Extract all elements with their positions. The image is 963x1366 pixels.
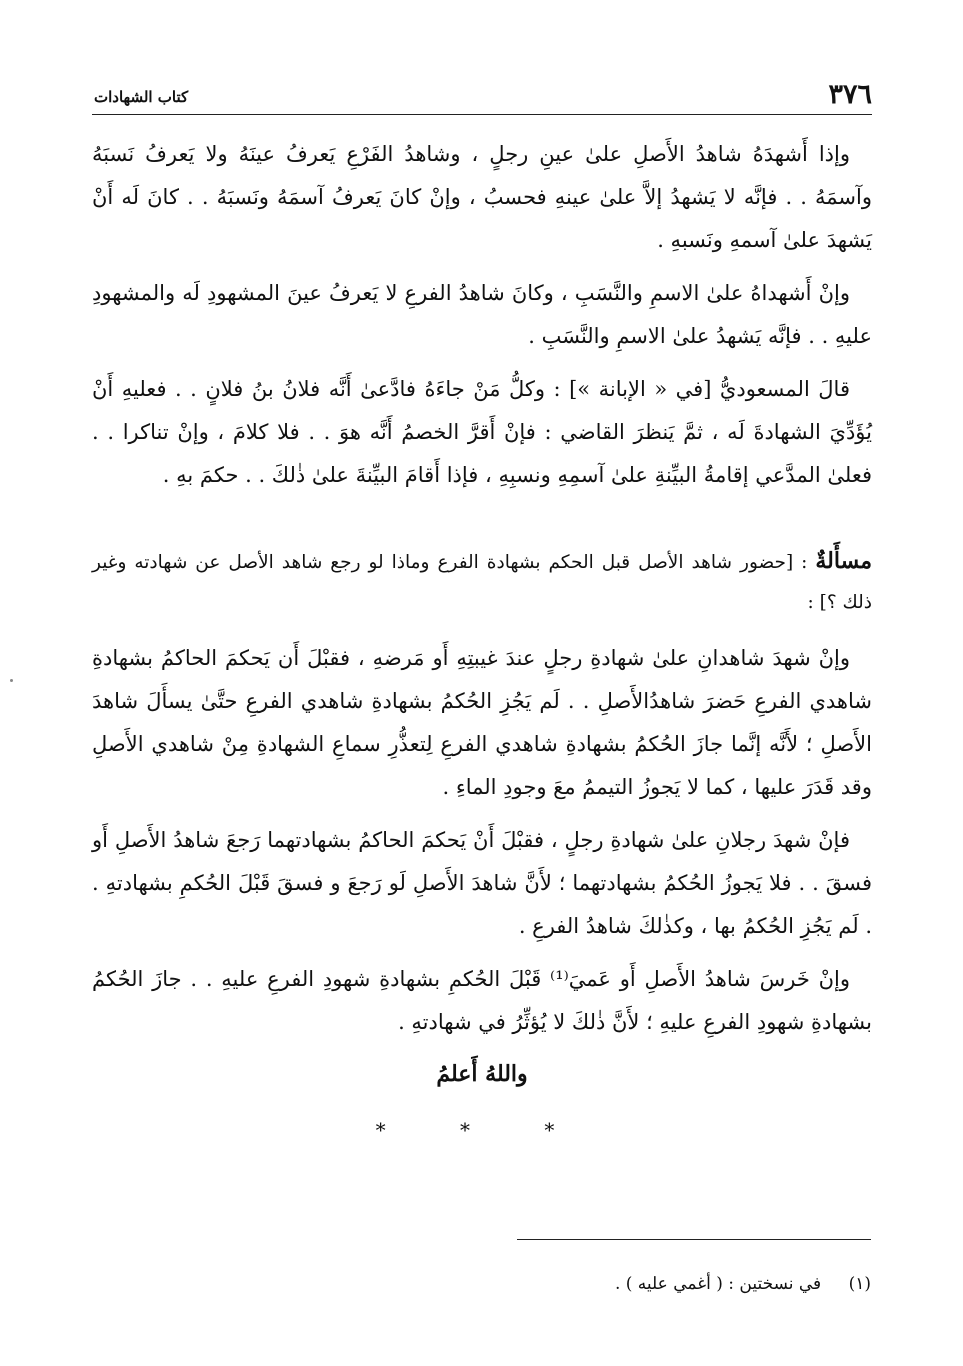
closing-formula: واللهُ أَعلمُ (436, 1061, 528, 1087)
margin-mark (10, 679, 13, 682)
page-body (92, 133, 872, 1144)
footnote-number: (١) (848, 1274, 871, 1294)
issue-title: : [حضور شاهد الأصل قبل الحكم بشهادة الفرع وماذا لو رجع شاهد الأصل عن شهادته وغير ذلك ؟] : (92, 552, 872, 613)
running-title: كتاب الشهادات (94, 88, 189, 106)
issue-label: مسأَلةٌ (815, 548, 872, 574)
footnote (371, 1270, 871, 1298)
section-separator: * * * (375, 1118, 589, 1142)
footnote-divider (517, 1239, 871, 1240)
book-page (92, 80, 872, 1144)
paragraph-5: فإنْ شهدَ رجلانِ علىٰ شهادةِ رجلٍ ، فقبْلَ أَنْ يَحكمَ الحاكمُ بشهادتهما رَجعَ شاهدُ الأَصلِ أَو فسقَ . . فلا يَجوزُ الحُكمُ بشهادتهما ؛ لأَنَّ شاهدَ الأَصلِ لَو رَجعَ و فسقَ قَبْلَ الحُكمِ بشهادتهِ . . لَم يَجُزِ الحُكمُ بها ، وكذٰلكَ شاهدُ الفرعِ . (92, 828, 872, 938)
paragraph-4: وإنْ شهدَ شاهدانِ علىٰ شهادةِ رجلٍ عندَ غيبتِهِ أَو مَرضهِ ، فقبْلَ أَن يَحكمَ الحاكمُ بشهادةِ شاهدي الفرعِ حَضرَ شاهدُالأَصلِ . . لَم يَجُزِ الحُكمُ بشهادةِ شاهدي الفرعِ حتَّىٰ يسأَلَ شاهدَ الأَصلِ ؛ لأَنَّه إنَّما جازَ الحُكمُ بشهادةِ شاهدي الفرعِ لِتعذُّرِ سماعِ الشهادةِ مِنْ شاهدي الأَصلِ وقد قَدَرَ عليها ، كما لا يَجوزُ التيممُ معَ وجودِ الماءِ . (92, 646, 872, 799)
paragraph-1: وإذا أَشهدَهُ شاهدُ الأَصلِ علىٰ عينِ رجلٍ ، وشاهدُ الفَرْعِ يَعرفُ عينَهُ ولا يَعرفُ نَسبَهُ وآسمَهُ . . فإنَّه لا يَشهدُ إلاَّ علىٰ عينهِ فحسبُ ، وإنْ كانَ يَعرفُ آسمَهُ ونَسبَهُ . . كانَ لَه أَنْ يَشهدَ علىٰ آسمهِ ونَسبهِ . (92, 142, 872, 252)
page-header (92, 80, 872, 115)
paragraph-2: وإنْ أَشهداهُ علىٰ الاسمِ والنَّسَبِ ، وكانَ شاهدُ الفرعِ لا يَعرفُ عينَ المشهودِ لَه والمشهودِ عليهِ . . فإنَّه يَشهدُ علىٰ الاسمِ والنَّسَبِ . (92, 281, 872, 348)
footnote-text: في نسختين : ( أغمي عليه ) . (614, 1274, 822, 1294)
issue-heading (92, 541, 872, 623)
paragraph-3: قالَ المسعوديُّ [في « الإبانة »] : وكلُّ مَنْ جاءَهُ فادَّعىٰ أَنَّه فلانُ بنُ فلانٍ . . فعليهِ أَنْ يُؤَدِّيَ الشهادةَ لَه ، ثمَّ يَنظرَ القاضي : فإنْ أَقرَّ الخصمُ أَنَّه هوَ . . فلا كلامَ ، وإنْ تناكرا . . فعلىٰ المدَّعي إقامةُ البيِّنةِ علىٰ آسمِهِ ونسبِهِ ، فإذا أَقامَ البيِّنةَ علىٰ ذٰلكَ . . حكمَ بهِ . (92, 377, 872, 487)
paragraph-6: وإنْ خَرسَ شاهدُ الأَصلِ أَو عَميَ⁽¹⁾ قَبْلَ الحُكمِ بشهادةِ شهودِ الفرعِ عليهِ . . جازَ الحُكمُ بشهادةِ شهودِ الفرعِ عليهِ ؛ لأَنَّ ذٰلكَ لا يُؤثِّرُ في شهادتهِ . (92, 967, 872, 1034)
issue-line (92, 541, 872, 623)
page-number: ٣٧٦ (828, 79, 872, 110)
